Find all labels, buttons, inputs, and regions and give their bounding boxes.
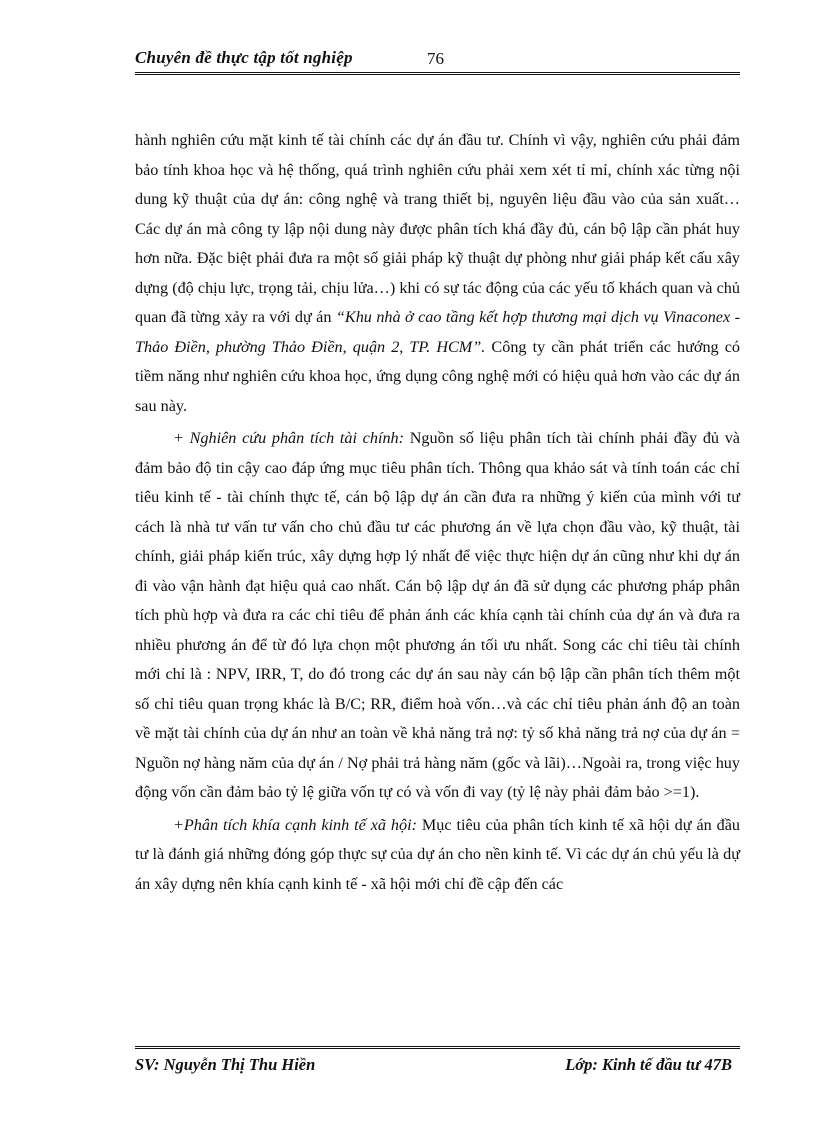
paragraph-text: Nguồn số liệu phân tích tài chính phải đầy đủ và đảm bảo độ tin cậy cao đáp ứng mục tiêu phân tích. Thông qua khảo sát và tính toán các chỉ tiêu kinh tế - tài chính thực tế, cán bộ lập dự án cần đưa ra những ý kiến của mình với tư cách là nhà tư vấn tư vấn cho chủ đầu tư các phương án về lựa chọn đầu vào, kỹ thuật, tài chính, giải pháp kiến trúc, xây dựng hợp lý nhất để việc thực hiện dự án cũng như khi dự án đi vào vận hành đạt hiệu quả cao nhất. Cán bộ lập dự án đã sử dụng các phương pháp phân tích phù hợp và đưa ra các chỉ tiêu để phản ánh các khía cạnh tài chính của dự án và đưa ra nhiều phương án để từ đó lựa chọn một phương án tối ưu nhất. Song các chỉ tiêu tài chính mới chỉ là : NPV, IRR, T, do đó trong các dự án sau này cán bộ lập cần phân tích thêm một số chỉ tiêu quan trọng khác là B/C; RR, điểm hoà vốn…và các chỉ tiêu phản ánh độ an toàn về mặt tài chính của dự án như an toàn về khả năng trả nợ: tỷ số khả năng trả nợ của dự án = Nguồn nợ hàng năm của dự án / Nợ phải trả hàng năm (gốc và lãi)…Ngoài ra, trong việc huy động vốn cần đảm bảo tỷ lệ giữa vốn tự có và vốn đi vay (tỷ lệ này phải đảm bảo >=1). bbox=[135, 429, 740, 801]
project-name-quote: “Khu nhà ở cao tầng kết hợp thương mại dịch vụ Vinaconex - Thảo Điền, phường Thảo Điền, quận 2, TP. HCM”. bbox=[135, 308, 741, 356]
paragraph-technical bbox=[135, 126, 740, 421]
document-body bbox=[135, 126, 740, 902]
document-title: Chuyên đề thực tập tốt nghiệp bbox=[135, 48, 353, 67]
paragraph-text: Mục tiêu của phân tích kinh tế xã hội dự án đầu tư là đánh giá những đóng góp thực sự của dự án cho nền kinh tế. Vì các dự án chủ yếu là dự án xây dựng nên khía cạnh kinh tế - xã hội mới chỉ đề cập đến các bbox=[135, 815, 740, 893]
page-number: 76 bbox=[427, 49, 444, 68]
paragraph-financial bbox=[135, 424, 740, 808]
section-heading: +Phân tích khía cạnh kinh tế xã hội: bbox=[173, 815, 417, 834]
class-name: Lớp: Kinh tế đầu tư 47B bbox=[565, 1055, 732, 1074]
paragraph-socioeconomic bbox=[135, 811, 740, 900]
student-name: SV: Nguyễn Thị Thu Hiền bbox=[135, 1055, 316, 1074]
paragraph-text: Công ty cần phát triển các hướng có tiềm năng như nghiên cứu khoa học, ứng dụng công nghệ mới có hiệu quả hơn vào các dự án sau này. bbox=[135, 337, 740, 415]
page-footer bbox=[135, 1046, 740, 1077]
page-header bbox=[135, 48, 740, 75]
paragraph-text: hành nghiên cứu mặt kinh tế tài chính các dự án đầu tư. Chính vì vậy, nghiên cứu phải đảm bảo tính khoa học và hệ thống, quá trình nghiên cứu phải xem xét tỉ mỉ, chính xác từng nội dung kỹ thuật của dự án: công nghệ và trang thiết bị, nguyên liệu đầu vào của sản xuất… Các dự án mà công ty lập nội dung này được phân tích khá đầy đủ, cán bộ lập cần phát huy hơn nữa. Đặc biệt phải đưa ra một số giải pháp kỹ thuật dự phòng như giải pháp kết cấu xây dựng (độ chịu lực, trọng tải, chịu lửa…) khi có sự tác động của các yếu tố khách quan và chủ quan đã từng xảy ra với dự án bbox=[135, 131, 740, 326]
section-heading: + Nghiên cứu phân tích tài chính: bbox=[173, 429, 405, 447]
